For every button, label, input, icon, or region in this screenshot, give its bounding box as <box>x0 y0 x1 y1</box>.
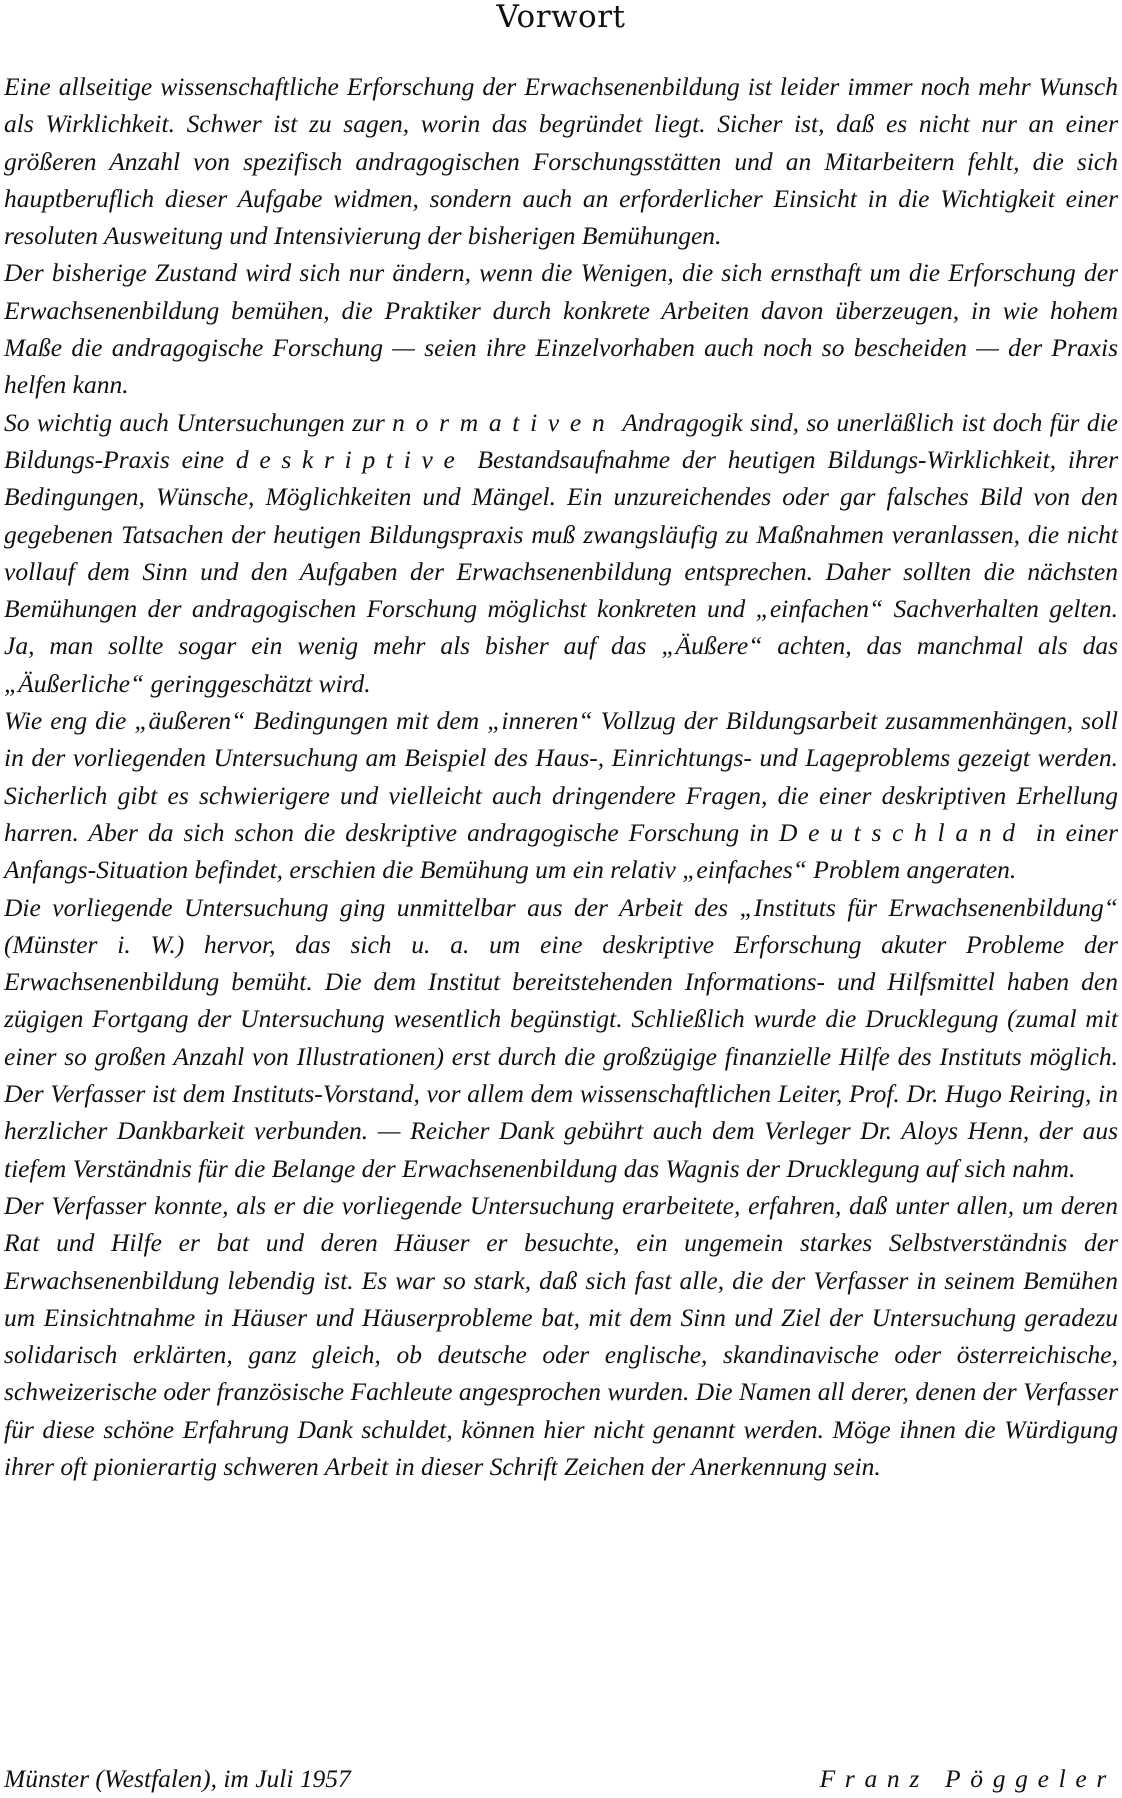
paragraph-1 <box>4 68 1118 254</box>
preface-body <box>4 68 1118 1485</box>
paragraph-5 <box>4 889 1118 1187</box>
spaced-emphasis: normativen <box>392 407 616 437</box>
spaced-emphasis: deskriptive <box>235 444 466 474</box>
paragraph-text: Eine allseitige wissenschaftliche Erforschung der Erwachsenenbildung ist leider immer noch mehr Wunsch als Wirklichkeit. Schwer ist zu sagen, worin das begründet liegt. Sicher ist, daß es nicht nur an einer größeren Anzahl von spezifisch andragogischen Forschungsstätten und an Mitarbeitern fehlt, die sich hauptberuflich dieser Aufgabe widmen, sondern auch an erforderlicher Einsicht in die Wichtigkeit einer resoluten Ausweitung und Intensivierung der bisherigen Bemühungen. <box>4 72 1118 251</box>
paragraph-text: Bestandsaufnahme der heutigen Bildungs-Wirklichkeit, ihrer Bedingungen, Wünsche, Möglichkeiten und Mängel. Ein unzureichendes oder gar falsches Bild von den gegebenen Tatsachen der heutigen Bildungspraxis muß zwangsläufig zu Maßnahmen veranlassen, die nicht vollauf dem Sinn und den Aufgaben der Erwachsenenbildung entsprechen. Daher sollten die nächsten Bemühungen der andragogischen Forschung möglichst konkreten und „einfachen“ Sachverhalten gelten. Ja, man sollte sogar ein wenig mehr als bisher auf das „Äußere“ achten, das manchmal als das „Äußerliche“ geringgeschätzt wird. <box>4 444 1118 698</box>
paragraph-6 <box>4 1187 1118 1485</box>
paragraph-text: Andragogik sind, so unerläßlich ist doch für die Bildungs-Praxis eine <box>4 407 1118 474</box>
paragraph-text: Der Verfasser konnte, als er die vorliegende Untersuchung erarbeitete, erfahren, daß unter allen, um deren Rat und Hilfe er bat und deren Häuser er besuchte, ein ungemein starkes Selbstverständnis der Erwachsenenbildung lebendig ist. Es war so stark, daß sich fast alle, die der Verfasser in seinem Bemühen um Einsichtnahme in Häuser und Häuserprobleme bat, mit dem Sinn und Ziel der Untersuchung geradezu solidarisch erklärten, ganz gleich, ob deutsche oder englische, skandinavische oder österreichische, schweizerische oder französische Fachleute angesprochen wurden. Die Namen all derer, denen der Verfasser für diese schöne Erfahrung Dank schuldet, können hier nicht genannt werden. Möge ihnen die Würdigung ihrer oft pionierartig schweren Arbeit in dieser Schrift Zeichen der Anerkennung sein. <box>4 1190 1118 1481</box>
author-signature: Franz Pöggeler <box>819 1764 1116 1793</box>
paragraph-text: in einer Anfangs-Situation befindet, erschien die Bemühung um ein relativ „einfaches“ Problem angeraten. <box>4 817 1118 885</box>
spaced-emphasis: Deutschland <box>779 817 1026 847</box>
paragraph-2 <box>4 254 1118 403</box>
paragraph-text: Die vorliegende Untersuchung ging unmittelbar aus der Arbeit des „Instituts für Erwachsenenbildung“ (Münster i. W.) hervor, das sich u. a. um eine deskriptive Erforschung akuter Probleme der Erwachsenenbildung bemüht. Die dem Institut bereitstehenden Informations- und Hilfsmittel haben den zügigen Fortgang der Untersuchung wesentlich begünstigt. Schließlich wurde die Drucklegung (zumal mit einer so großen Anzahl von Illustrationen) erst durch die großzügige finanzielle Hilfe des Instituts möglich. Der Verfasser ist dem Instituts-Vorstand, vor allem dem wissenschaftlichen Leiter, Prof. Dr. Hugo Reiring, in herzlicher Dankbarkeit verbunden. — Reicher Dank gebührt auch dem Verleger Dr. Aloys Henn, der aus tiefem Verständnis für die Belange der Erwachsenenbildung das Wagnis der Drucklegung auf sich nahm. <box>4 892 1118 1183</box>
paragraph-text: So wichtig auch Untersuchungen zur <box>4 407 393 437</box>
paragraph-3 <box>4 404 1118 702</box>
paragraph-4 <box>4 702 1118 888</box>
place-date: Münster (Westfalen), im Juli 1957 <box>4 1764 351 1793</box>
paragraph-text: Der bisherige Zustand wird sich nur ändern, wenn die Wenigen, die sich ernsthaft um die Erforschung der Erwachsenenbildung bemühen, die Praktiker durch konkrete Arbeiten davon überzeugen, in wie hohem Maße die andragogische Forschung — seien ihre Einzelvorhaben auch noch so bescheiden — der Praxis helfen kann. <box>4 258 1118 400</box>
page-title: Vorwort <box>496 0 626 35</box>
paragraph-text: Wie eng die „äußeren“ Bedingungen mit dem „inneren“ Vollzug der Bildungsarbeit zusammenhängen, soll in der vorliegenden Untersuchung am Beispiel des Haus-, Einrichtungs- und Lageproblems gezeigt werden. Sicherlich gibt es schwierigere und vielleicht auch dringendere Fragen, die einer deskriptiven Erhellung harren. Aber da sich schon die deskriptive andragogische Forschung in <box>4 706 1118 847</box>
